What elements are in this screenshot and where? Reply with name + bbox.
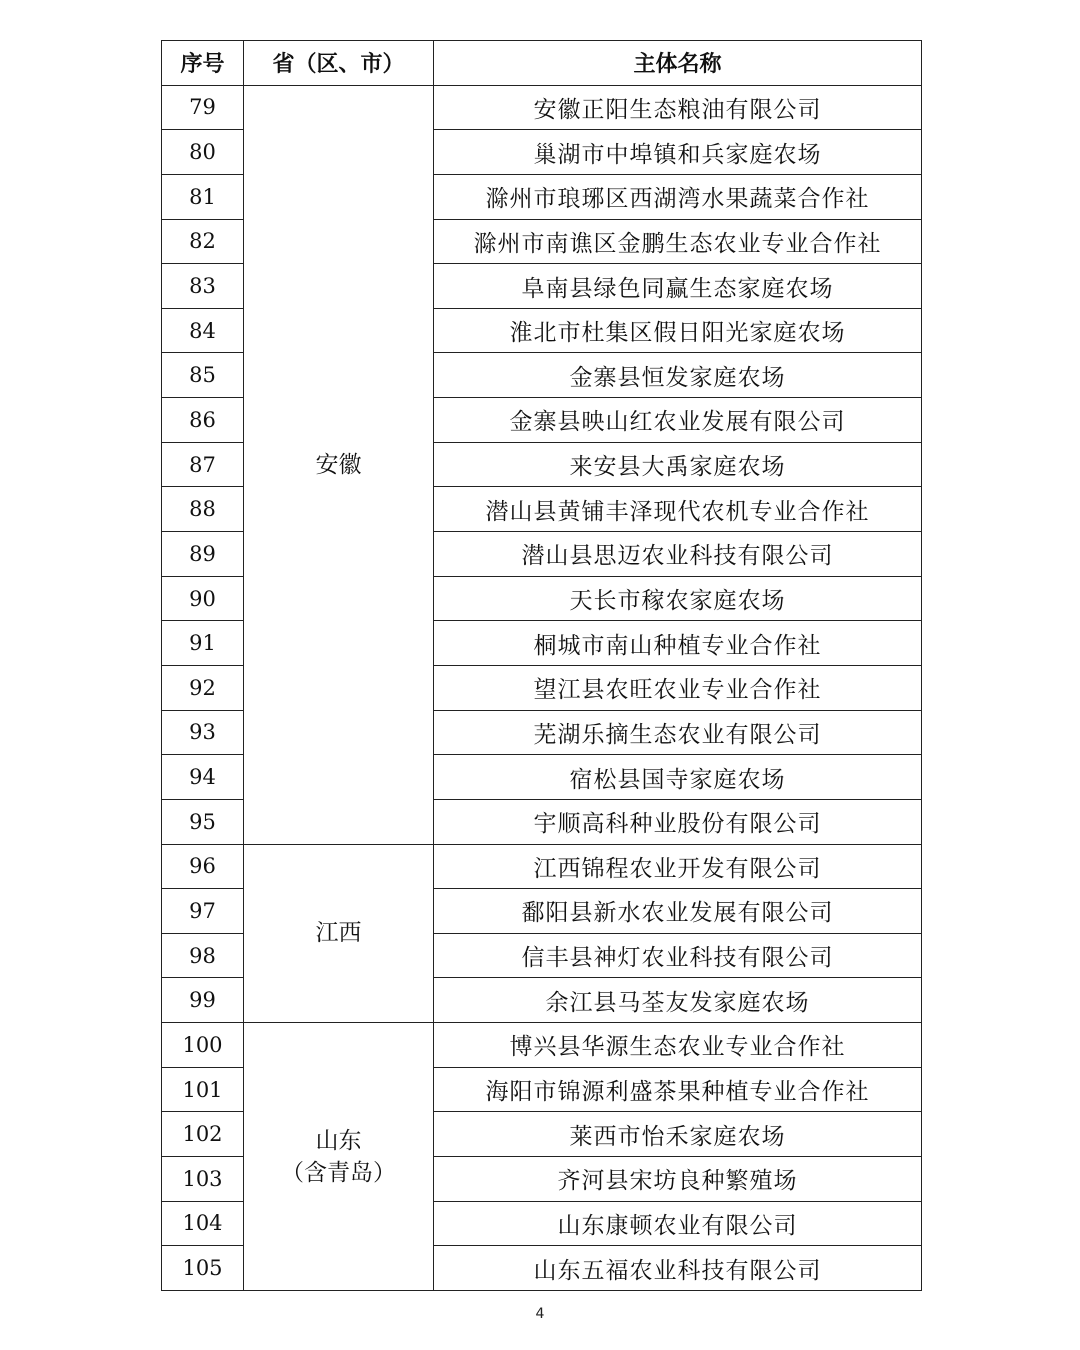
seq-cell: 93	[162, 710, 244, 755]
entity-name-cell: 淮北市杜集区假日阳光家庭农场	[434, 308, 922, 353]
seq-cell: 99	[162, 978, 244, 1023]
province-label: 江西	[315, 920, 362, 947]
entity-name-cell: 阜南县绿色同赢生态家庭农场	[434, 264, 922, 309]
header-row	[162, 41, 922, 86]
entity-name-cell: 桐城市南山种植专业合作社	[434, 621, 922, 666]
seq-cell: 82	[162, 219, 244, 264]
seq-cell: 104	[162, 1201, 244, 1246]
seq-cell: 92	[162, 665, 244, 710]
entity-name-cell: 望江县农旺农业专业合作社	[434, 665, 922, 710]
province-label: 安徽	[315, 451, 362, 478]
entity-table	[161, 40, 922, 1291]
seq-cell: 84	[162, 308, 244, 353]
header-province: 省（区、市）	[244, 41, 434, 86]
entity-name-cell: 海阳市锦源利盛茶果种植专业合作社	[434, 1067, 922, 1112]
table-row	[162, 1023, 922, 1068]
seq-cell: 79	[162, 85, 244, 130]
entity-name-cell: 潜山县思迈农业科技有限公司	[434, 532, 922, 577]
entity-name-cell: 滁州市南谯区金鹏生态农业专业合作社	[434, 219, 922, 264]
table-row	[162, 844, 922, 889]
entity-name-cell: 宇顺高科种业股份有限公司	[434, 799, 922, 844]
province-cell	[244, 844, 434, 1023]
province-label: 山东	[315, 1127, 362, 1154]
entity-name-cell: 山东五福农业科技有限公司	[434, 1246, 922, 1291]
seq-cell: 80	[162, 130, 244, 175]
province-cell	[244, 85, 434, 844]
entity-name-cell: 金寨县映山红农业发展有限公司	[434, 398, 922, 443]
entity-name-cell: 潜山县黄铺丰泽现代农机专业合作社	[434, 487, 922, 532]
entity-name-cell: 余江县马荃友发家庭农场	[434, 978, 922, 1023]
entity-name-cell: 巢湖市中埠镇和兵家庭农场	[434, 130, 922, 175]
entity-name-cell: 滁州市琅琊区西湖湾水果蔬菜合作社	[434, 174, 922, 219]
seq-cell: 88	[162, 487, 244, 532]
seq-cell: 89	[162, 532, 244, 577]
seq-cell: 90	[162, 576, 244, 621]
header-seq: 序号	[162, 41, 244, 86]
seq-cell: 94	[162, 755, 244, 800]
seq-cell: 103	[162, 1157, 244, 1202]
province-cell	[244, 1023, 434, 1291]
entity-name-cell: 宿松县国寺家庭农场	[434, 755, 922, 800]
entity-name-cell: 来安县大禹家庭农场	[434, 442, 922, 487]
seq-cell: 97	[162, 889, 244, 934]
seq-cell: 95	[162, 799, 244, 844]
seq-cell: 100	[162, 1023, 244, 1068]
seq-cell: 91	[162, 621, 244, 666]
entity-name-cell: 天长市稼农家庭农场	[434, 576, 922, 621]
entity-name-cell: 博兴县华源生态农业专业合作社	[434, 1023, 922, 1068]
page-number: 4	[535, 1306, 545, 1322]
seq-cell: 87	[162, 442, 244, 487]
seq-cell: 105	[162, 1246, 244, 1291]
seq-cell: 85	[162, 353, 244, 398]
entity-name-cell: 芜湖乐摘生态农业有限公司	[434, 710, 922, 755]
entity-name-cell: 安徽正阳生态粮油有限公司	[434, 85, 922, 130]
seq-cell: 98	[162, 933, 244, 978]
table-body	[162, 85, 922, 1290]
entity-name-cell: 山东康顿农业有限公司	[434, 1201, 922, 1246]
province-label: （含青岛）	[281, 1159, 396, 1186]
seq-cell: 96	[162, 844, 244, 889]
seq-cell: 102	[162, 1112, 244, 1157]
entity-name-cell: 鄱阳县新水农业发展有限公司	[434, 889, 922, 934]
entity-name-cell: 齐河县宋坊良种繁殖场	[434, 1157, 922, 1202]
seq-cell: 81	[162, 174, 244, 219]
table-row	[162, 85, 922, 130]
seq-cell: 86	[162, 398, 244, 443]
entity-name-cell: 莱西市怡禾家庭农场	[434, 1112, 922, 1157]
seq-cell: 83	[162, 264, 244, 309]
seq-cell: 101	[162, 1067, 244, 1112]
header-name: 主体名称	[434, 41, 922, 86]
table-header	[162, 41, 922, 86]
entity-name-cell: 信丰县神灯农业科技有限公司	[434, 933, 922, 978]
entity-name-cell: 金寨县恒发家庭农场	[434, 353, 922, 398]
entity-name-cell: 江西锦程农业开发有限公司	[434, 844, 922, 889]
